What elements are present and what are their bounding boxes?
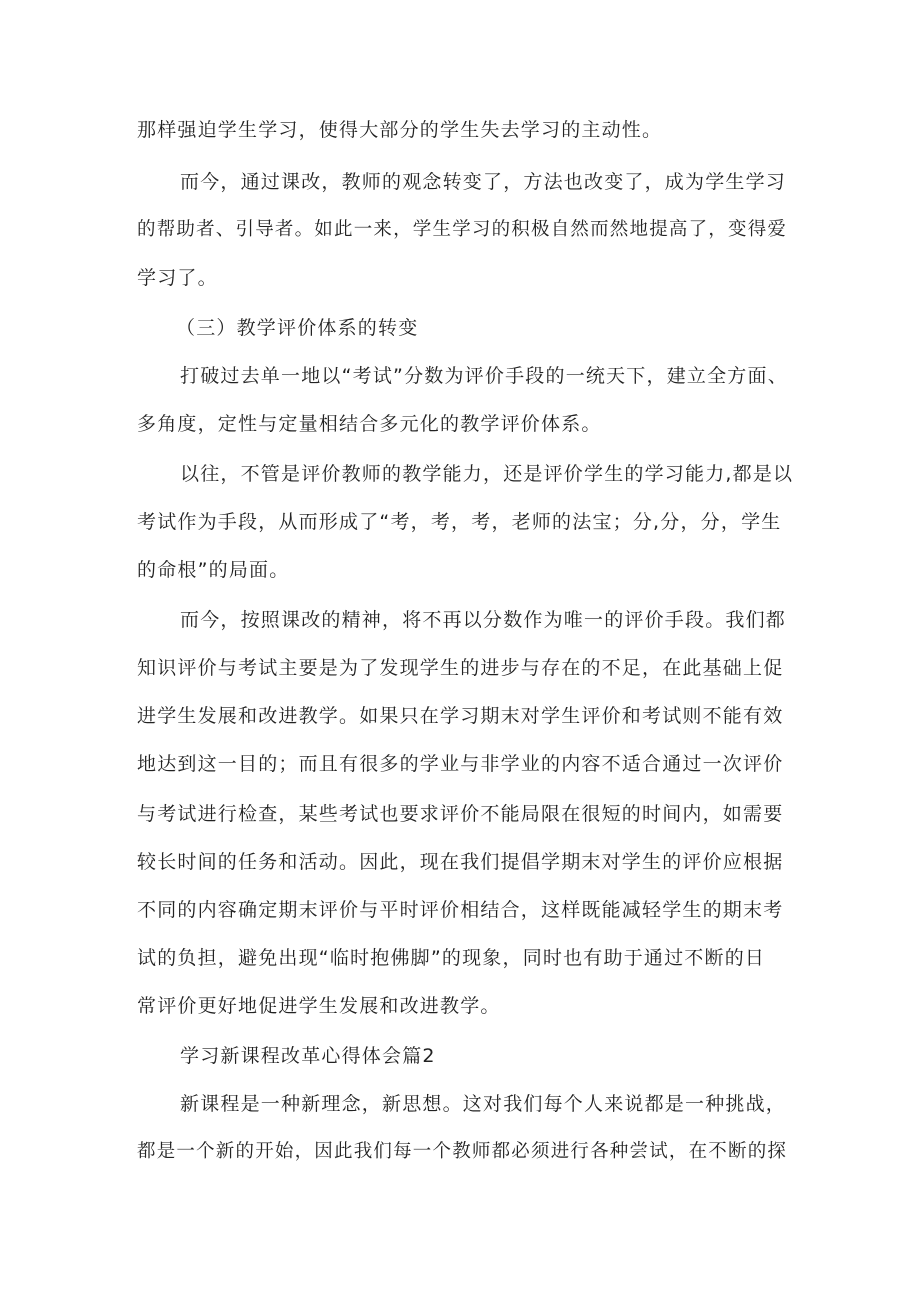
text-line: 那样强迫学生学习，使得大部分的学生失去学习的主动性。 xyxy=(137,119,663,141)
text-line: 考试作为手段，从而形成了“考，考，考，老师的法宝；分,分，分，学生 xyxy=(137,511,782,533)
text-line: 的帮助者、引导者。如此一来，学生学习的积极自然而然地提高了，变得爱 xyxy=(137,219,788,240)
section-heading: （三）教学评价体系的转变 xyxy=(176,317,419,339)
text-line: 而今，通过课改，教师的观念转变了，方法也改变了，成为学生学习 xyxy=(180,171,787,193)
text-line: 进学生发展和改进教学。如果只在学习期末对学生评价和考试则不能有效 xyxy=(137,705,784,727)
text-line: 以往，不管是评价教师的教学能力，还是评价学生的学习能力,都是以 xyxy=(180,463,794,485)
text-line: 地达到这一目的；而且有很多的学业与非学业的内容不适合通过一次评价 xyxy=(137,753,784,775)
text-line: 试的负担，避免出现“临时抱佛脚”的现象，同时也有助于通过不断的日 xyxy=(137,947,766,969)
text-line: 都是一个新的开始，因此我们每一个教师都必须进行各种尝试，在不断的探 xyxy=(137,1141,788,1162)
text-line: 与考试进行检查，某些考试也要求评价不能局限在很短的时间内，如需要 xyxy=(137,803,784,825)
text-line: 新课程是一种新理念，新思想。这对我们每个人来说都是一种挑战， xyxy=(180,1093,787,1115)
text-line: 多角度，定性与定量相结合多元化的教学评价体系。 xyxy=(137,413,602,435)
text-line: 知识评价与考试主要是为了发现学生的进步与存在的不足，在此基础上促 xyxy=(137,657,784,679)
text-line: 不同的内容确定期末评价与平时评价相结合，这样既能减轻学生的期末考 xyxy=(137,899,784,921)
text-line: 常评价更好地促进学生发展和改进教学。 xyxy=(137,995,501,1017)
text-line: 的命根”的局面。 xyxy=(137,559,290,581)
text-line: 而今，按照课改的精神，将不再以分数作为唯一的评价手段。我们都 xyxy=(180,609,787,631)
text-line: 较长时间的任务和活动。因此，现在我们提倡学期末对学生的评价应根据 xyxy=(137,851,784,873)
article-heading: 学习新课程改革心得体会篇2 xyxy=(180,1045,436,1067)
text-line: 学习了。 xyxy=(137,267,218,289)
text-line: 打破过去单一地以“考试”分数为评价手段的一统天下，建立全方面、 xyxy=(180,365,788,387)
